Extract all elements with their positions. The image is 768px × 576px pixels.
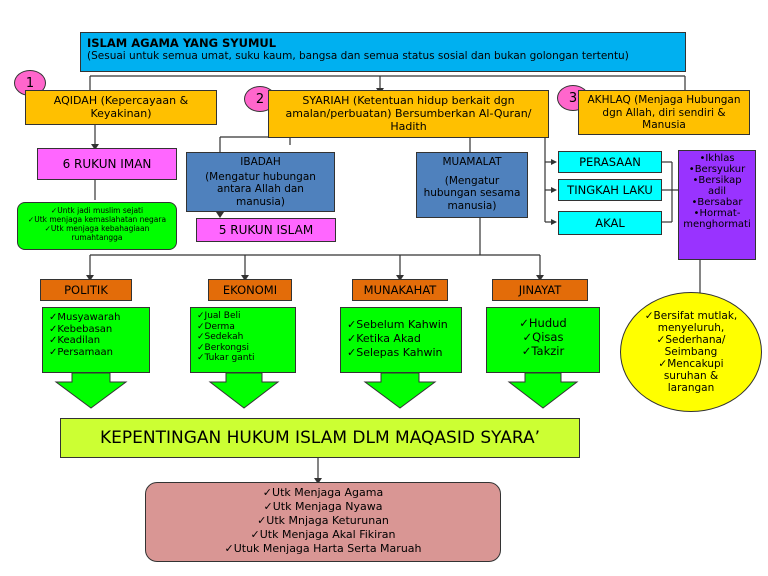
ibadah-desc: (Mengatur hubungan antara Allah dan manusia) — [205, 170, 316, 208]
ibadah-title: IBADAH — [240, 156, 281, 168]
list-item: ✓ Tukar ganti — [197, 353, 289, 364]
list-item: ✓ Sebelum Kahwin — [347, 318, 455, 332]
list-item: ✓ Jual Beli — [197, 311, 289, 322]
list-item: • Bersabar — [683, 197, 751, 208]
kepentingan-box — [60, 418, 580, 458]
list-item: ✓ Kebebasan — [49, 324, 143, 336]
munakahat-label: MUNAKAHAT — [363, 283, 437, 297]
politik-label: POLITIK — [64, 283, 108, 297]
jinayat-label: JINAYAT — [518, 283, 562, 297]
list-item: ✓ Utk Menjaga Akal Fikiran — [152, 528, 494, 542]
arrow-down-icon — [365, 373, 435, 408]
list-item: • Bersyukur — [683, 164, 751, 175]
list-item: ✓ Utk menjaga kemaslahatan negara — [22, 215, 172, 224]
main-subtitle: (Sesuai untuk semua umat, suku kaum, bangsa dan semua status sosial dan bukan golongan tertentu) — [87, 50, 629, 62]
muamalat-desc: (Mengatur hubungan sesama manusia) — [423, 174, 521, 212]
list-item: • Hormat-menghormati — [683, 208, 751, 230]
rukun-iman-text: 6 RUKUN IMAN — [62, 157, 152, 171]
list-item: ✓ Qisas — [493, 330, 593, 344]
tingkah-laku-text: TINGKAH LAKU — [567, 183, 653, 197]
badge-1: 1 — [14, 70, 46, 96]
arrow-down-icon — [210, 373, 278, 408]
list-item: ✓ Selepas Kahwin — [347, 346, 455, 360]
list-item: ✓ Persamaan — [49, 347, 143, 359]
akal-text: AKAL — [595, 216, 625, 230]
badge-3: 3 — [557, 85, 589, 111]
kepentingan-text: KEPENTINGAN HUKUM ISLAM DLM MAQASID SYARA’ — [99, 428, 541, 448]
list-item: ✓ Ketika Akad — [347, 332, 455, 346]
list-item: ✓ Musyawarah — [49, 312, 143, 324]
list-item: ✓ Keadilan — [49, 335, 143, 347]
list-item: ✓ Derma — [197, 322, 289, 333]
list-item: ✓ Sedekah — [197, 332, 289, 343]
list-item: ✓ Untk jadi muslim sejati — [22, 206, 172, 215]
list-item: ✓ Utk Menjaga Agama — [152, 486, 494, 500]
aqidah-text: AQIDAH (Kepercayaan & Keyakinan) — [53, 94, 189, 120]
list-item: ✓ Utk Menjaga Nyawa — [152, 500, 494, 514]
ekonomi-label: EKONOMI — [222, 283, 278, 297]
list-item: ✓ Utk menjaga kebahagiaan rumahtangga — [22, 224, 172, 242]
akhlaq-text: AKHLAQ (Menjaga Hubungan dgn Allah, diri sendiri & Manusia — [587, 94, 741, 131]
arrow-down-icon — [509, 373, 577, 408]
list-item: ✓ Utuk Menjaga Harta Serta Maruah — [152, 542, 494, 556]
maqasid-box — [145, 482, 501, 562]
list-item: • Ikhlas — [683, 153, 751, 164]
list-item: ✓ Berkongsi — [197, 343, 289, 354]
list-item: ✓ Takzir — [493, 344, 593, 358]
arrow-down-icon — [56, 373, 126, 408]
list-item: • Bersikap adil — [683, 175, 751, 197]
badge-2: 2 — [244, 86, 276, 112]
list-item: ✓ Utk Mnjaga Keturunan — [152, 514, 494, 528]
list-item: ✓ Hudud — [493, 316, 593, 330]
maqasid-list — [152, 486, 494, 556]
list-item: ✓ Sederhana/ Seimbang — [639, 334, 743, 358]
main-title: ISLAM AGAMA YANG SYUMUL — [87, 36, 277, 50]
muamalat-title: MUAMALAT — [442, 156, 502, 168]
list-item: ✓ Mencakupi suruhan & larangan — [639, 358, 743, 394]
syariah-text: SYARIAH (Ketentuan hidup berkait dgn amalan/perbuatan) Bersumberkan Al-Quran/ Hadith — [285, 94, 532, 133]
list-item: ✓ Bersifat mutlak, menyeluruh, — [639, 310, 743, 334]
perasaan-text: PERASAAN — [579, 155, 641, 169]
rukun-islam-text: 5 RUKUN ISLAM — [218, 223, 314, 237]
